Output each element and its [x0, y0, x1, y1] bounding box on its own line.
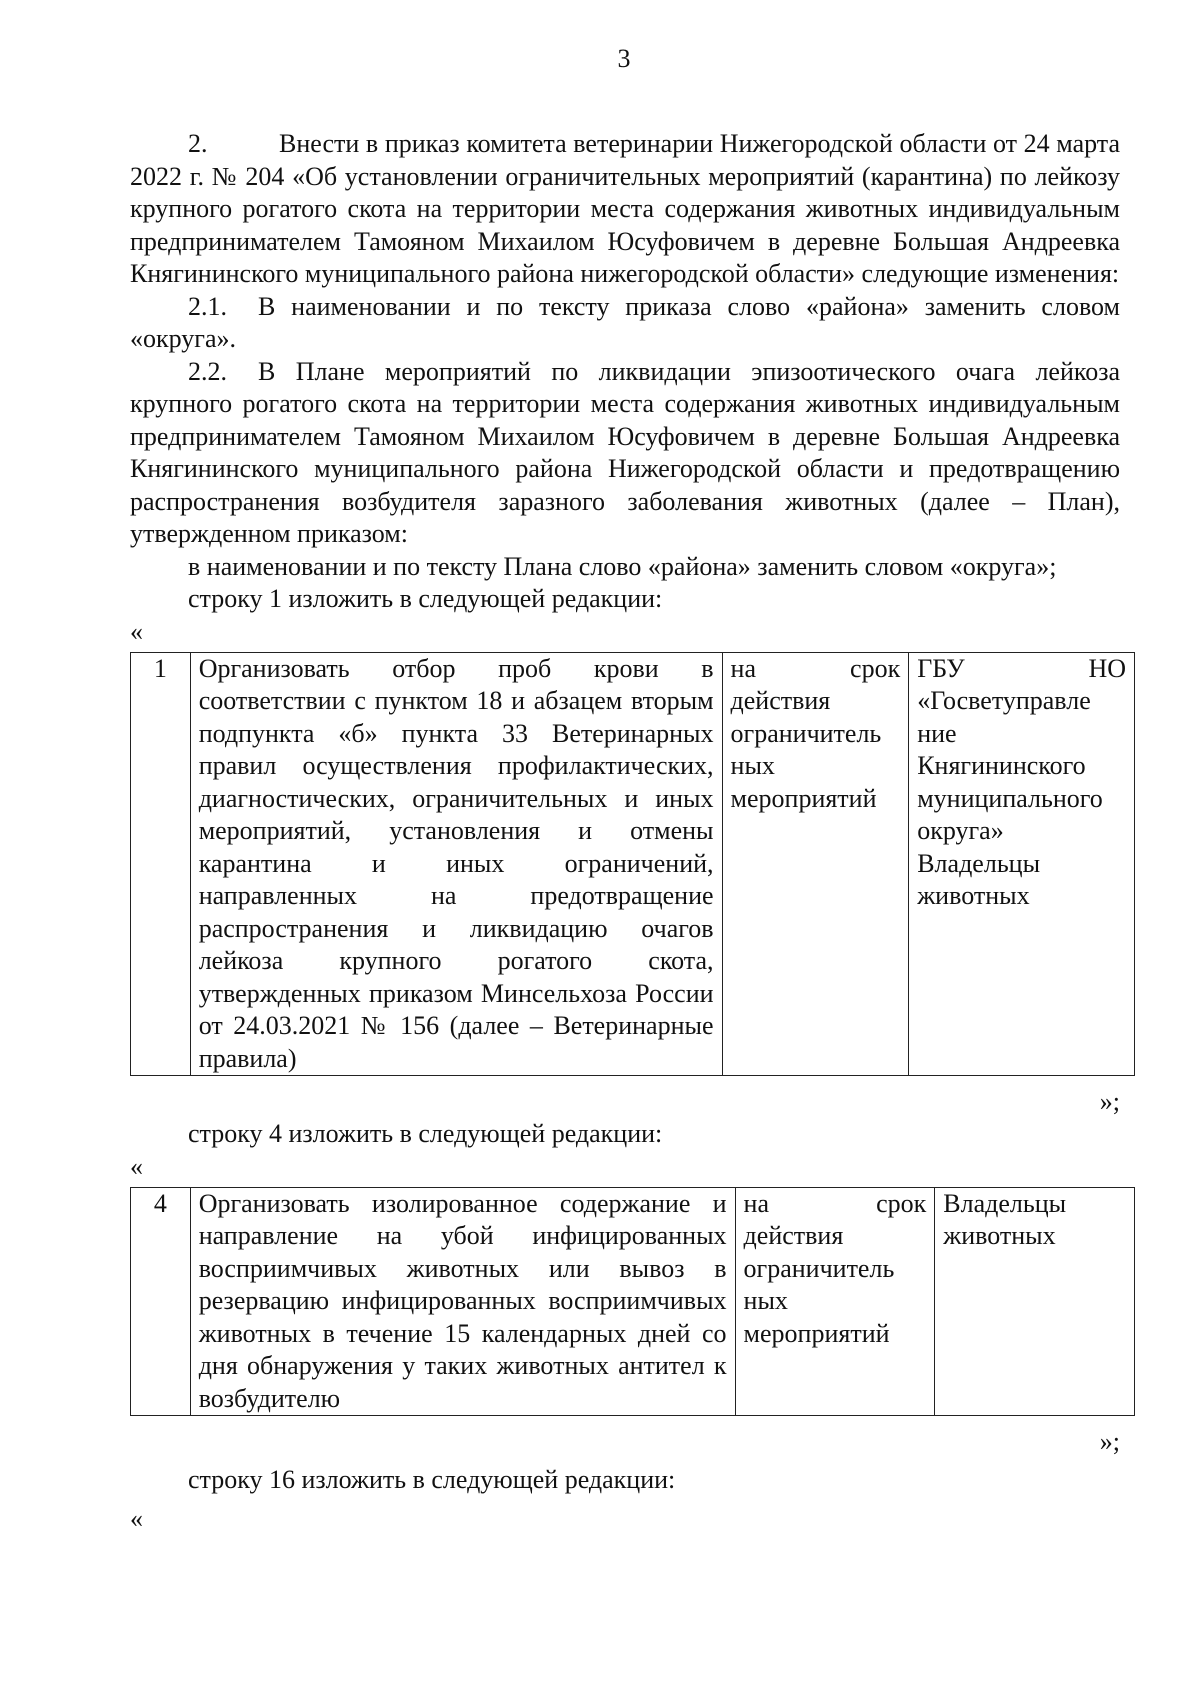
- cell-action: Организовать изолированное содержание и направление на убой инфицированных восприимчивых животных или вывоз в резервацию инфицированных восприимчивых животных в течение 15 календарных дней со дня обнаружения у таких животных антител к возбудителю: [190, 1187, 735, 1416]
- table-row: [131, 1187, 1135, 1416]
- table-row-1: [130, 652, 1135, 1077]
- cell-number: 1: [131, 652, 191, 1076]
- cell-responsible: Владельцы животных: [935, 1187, 1135, 1416]
- close-quote: »;: [1099, 1087, 1120, 1116]
- table-row: [131, 652, 1135, 1076]
- cell-term: на срок действия ограничитель ных мероприятий: [735, 1187, 935, 1416]
- document-body: [130, 128, 1126, 1535]
- paragraph-number: 2.1.: [188, 291, 227, 321]
- cell-number: 4: [131, 1187, 191, 1416]
- paragraph-number: 2.: [188, 129, 208, 158]
- page-number: 3: [617, 44, 631, 73]
- paragraph-2-2: [130, 356, 1120, 551]
- cell-action: Организовать отбор проб крови в соответствии с пунктом 18 и абзацем вторым подпункта «б» пункта 33 Ветеринарных правил осуществления профилактических, диагностических, ограничительных и иных мероприятий, установления и отмены карантина и иных ограничений, направленных на предотвращение распространения и ликвидацию очагов лейкоза крупного рогатого скота, утвержденных приказом Минсельхоза России от 24.03.2021 № 156 (далее – Ветеринарные правила): [190, 652, 722, 1076]
- open-quote: «: [130, 616, 143, 646]
- close-quote: »;: [1099, 1427, 1120, 1456]
- table-row-4: [130, 1187, 1135, 1417]
- open-quote: «: [130, 1151, 143, 1181]
- paragraph-plan-rename: в наименовании и по тексту Плана слово «района» заменить словом «округа»;: [188, 551, 1057, 581]
- row-4-intro: строку 4 изложить в следующей редакции:: [188, 1119, 663, 1148]
- paragraph-text: Внести в приказ комитета ветеринарии Нижегородской области от 24 марта 2022 г. № 204 «Об установлении ограничительных мероприятий (карантина) по лейкозу крупного рогатого скота на территории места содержания животных индивидуальным предпринимателем Тамояном Михаилом Юсуфовичем в деревне Большая Андреевка Княгининского муниципального района нижегородской области» следующие изменения:: [130, 129, 1120, 288]
- paragraph-2-1: [130, 291, 1120, 356]
- row-1-intro: строку 1 изложить в следующей редакции:: [188, 584, 663, 613]
- open-quote: «: [130, 1503, 143, 1533]
- cell-responsible: ГБУ НО «Госветуправле ние Княгининского муниципального округа» Владельцы животных: [909, 652, 1135, 1076]
- paragraph-number: 2.2.: [188, 356, 227, 386]
- paragraph-text: В Плане мероприятий по ликвидации эпизоотического очага лейкоза крупного рогатого скота на территории места содержания животных индивидуальным предпринимателем Тамояном Михаилом Юсуфовичем в деревне Большая Андреевка Княгининского муниципального района Нижегородской области и предотвращению распространения возбудителя заразного заболевания животных (далее – План), утвержденном приказом:: [130, 356, 1120, 548]
- cell-term: на срок действия ограничитель ных мероприятий: [722, 652, 909, 1076]
- paragraph-text: В наименовании и по тексту приказа слово «района» заменить словом «округа».: [130, 291, 1120, 353]
- row-16-intro: строку 16 изложить в следующей редакции:: [188, 1465, 676, 1494]
- paragraph-2: [130, 128, 1120, 291]
